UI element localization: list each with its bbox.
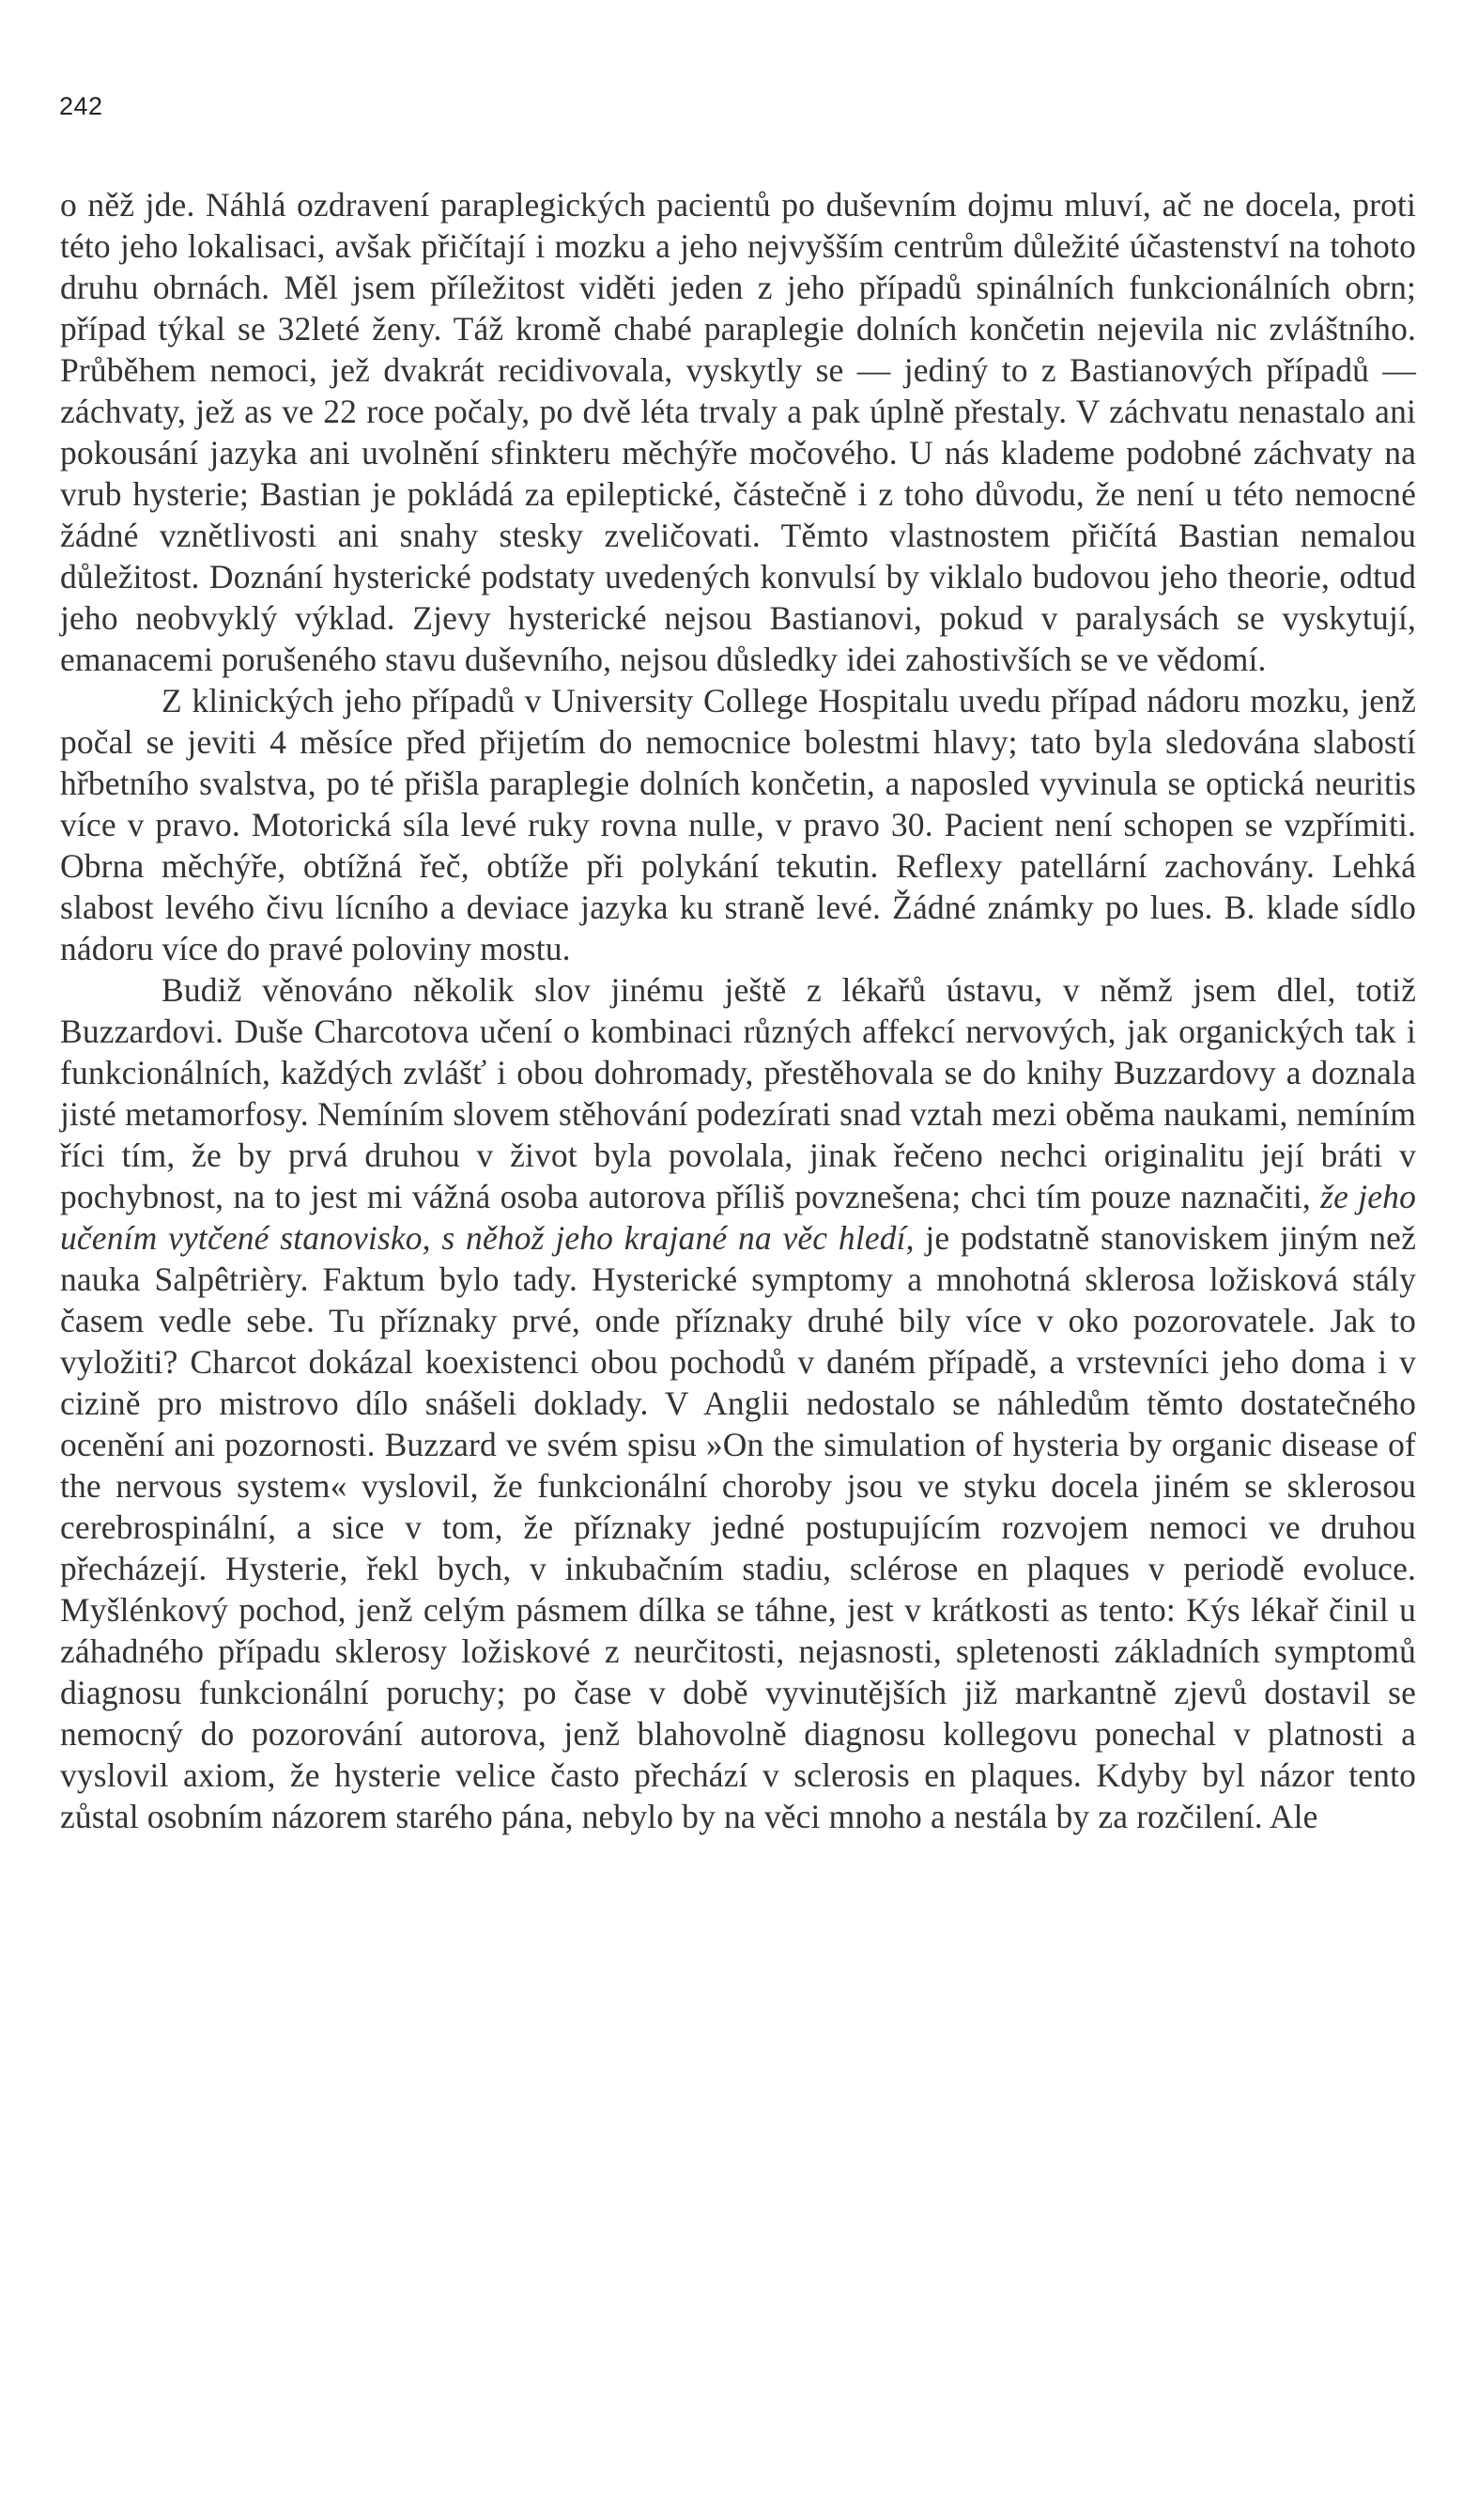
paragraph-1: [60, 184, 1416, 680]
page-number: 242: [59, 92, 103, 120]
paragraph-1-text: o něž jde. Náhlá ozdravení paraplegických pacientů po duševním dojmu mluví, ač ne docela, proti této jeho lokalisaci, avšak přičítají i mozku a jeho nejvyšším centrům důležité účastenství na tohoto druhu obrnách. Měl jsem příležitost viděti jeden z jeho případů spinálních funkcionálních obrn; případ týkal se 32leté ženy. Táž kromě chabé paraplegie dolních končetin nejevila nic zvláštního. Průběhem nemoci, jež dvakrát recidivovala, vyskytly se — jediný to z Bastianových případů — záchvaty, jež as ve 22 roce počaly, po dvě léta trvaly a pak úplně přestaly. V záchvatu nenastalo ani pokousání jazyka ani uvolnění sfinkteru měchýře močového. U nás klademe podobné záchvaty na vrub hysterie; Bastian je pokládá za epileptické, částečně i z toho důvodu, že není u této nemocné žádné vznětlivosti ani snahy stesky zveličovati. Těmto vlastnostem přičítá Bastian nemalou důležitost. Doznání hysterické podstaty uvedených konvulsí by viklalo budovou jeho theorie, odtud jeho neobvyklý výklad. Zjevy hysterické nejsou Bastianovi, pokud v paralysách se vyskytují, emanacemi porušeného stavu duševního, nejsou důsledky idei zahostivších se ve vědomí.: [60, 186, 1416, 678]
paragraph-3-italic-phrase: že jeho učením vytčené stanovisko, s něhož jeho krajané na věc hledí,: [60, 1178, 1416, 1257]
paragraph-3: [60, 969, 1416, 1837]
paragraph-2-text: Z klinických jeho případů v University College Hospitalu uvedu případ nádoru mozku, jenž počal se jeviti 4 měsíce před přijetím do nemocnice bolestmi hlavy; tato byla sledována slabostí hřbetního svalstva, po té přišla paraplegie dolních končetin, a naposled vyvinula se optická neuritis více v pravo. Motorická síla levé ruky rovna nulle, v pravo 30. Pacient není schopen se vzpřímiti. Obrna měchýře, obtížná řeč, obtíže při polykání tekutin. Reflexy patellární zachovány. Lehká slabost levého čivu lícního a deviace jazyka ku straně levé. Žádné známky po lues. B. klade sídlo nádoru více do pravé poloviny mostu.: [60, 682, 1416, 967]
body-text: [60, 184, 1416, 1837]
paragraph-3-text-a: Budiž věnováno několik slov jinému ještě z lékařů ústavu, v němž jsem dlel, totiž Buzzardovi. Duše Charcotova učení o kombinaci různých affekcí nervových, jak organických tak i funkcionálních, každých zvlášť i obou dohromady, přestěhovala se do knihy Buzzardovy a doznala jisté metamorfosy. Nemíním slovem stěhování podezírati snad vztah mezi oběma naukami, nemíním říci tím, že by prvá druhou v život byla povolala, jinak řečeno nechci originalitu její bráti v pochybnost, na to jest mi vážná osoba autorova příliš povznešena; chci tím pouze naznačiti,: [60, 971, 1416, 1215]
paragraph-2: [60, 680, 1416, 969]
paragraph-3-text-b: je podstatně stanoviskem jiným než nauka Salpêtrièry. Faktum bylo tady. Hysterické symptomy a mnohotná sklerosa ložisková stály časem vedle sebe. Tu příznaky prvé, onde příznaky druhé bily více v oko pozorovatele. Jak to vyložiti? Charcot dokázal koexistenci obou pochodů v daném případě, a vrstevníci jeho doma i v cizině pro mistrovo dílo snášeli doklady. V Anglii nedostalo se náhledům těmto dostatečného ocenění ani pozornosti. Buzzard ve svém spisu »On the simulation of hysteria by organic disease of the nervous system« vyslovil, že funkcionální choroby jsou ve styku docela jiném se sklerosou cerebrospinální, a sice v tom, že příznaky jedné postupujícím rozvojem nemoci ve druhou přecházejí. Hysterie, řekl bych, v inkubačním stadiu, sclérose en plaques v periodě evoluce. Myšlénkový pochod, jenž celým pásmem dílka se táhne, jest v krátkosti as tento: Kýs lékař činil u záhadného případu sklerosy ložiskové z neurčitosti, nejasnosti, spletenosti základních symptomů diagnosu funkcionální poruchy; po čase v době vyvinutějších již markantně zjevů dostavil se nemocný do pozorování autorova, jenž blahovolně diagnosu kollegovu ponechal v platnosti a vyslovil axiom, že hysterie velice často přechází v sclerosis en plaques. Kdyby byl názor tento zůstal osobním názorem starého pána, nebylo by na věci mnoho a nestála by za rozčilení. Ale: [60, 1219, 1416, 1835]
